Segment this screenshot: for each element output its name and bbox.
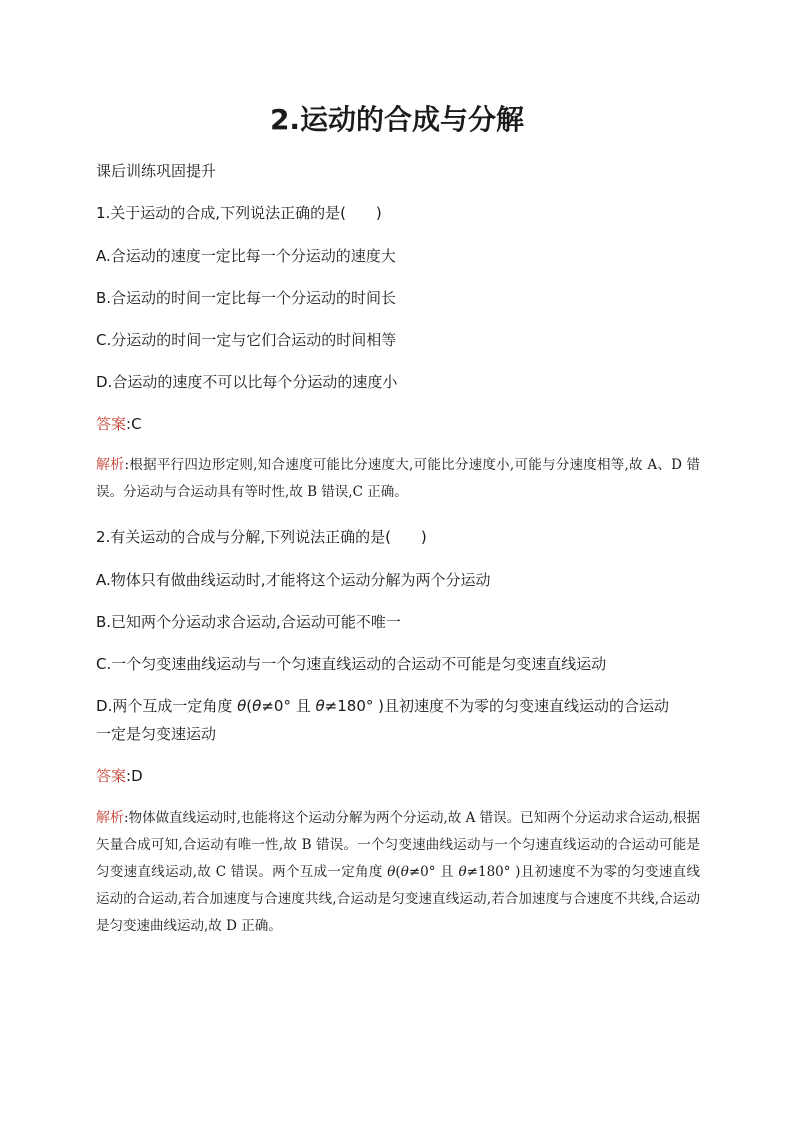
q2-option-d-continued: 一定是匀变速运动 bbox=[96, 725, 217, 743]
theta-symbol: θ bbox=[400, 864, 409, 880]
theta-symbol: θ bbox=[252, 697, 262, 715]
q2-analysis bbox=[96, 805, 700, 940]
q2-option-c: C.一个匀变速曲线运动与一个匀速直线运动的合运动不可能是匀变速直线运动 bbox=[96, 655, 607, 673]
q2-analysis-text-2: ( bbox=[395, 864, 401, 880]
q2-option-d bbox=[96, 696, 669, 716]
q2-answer-label: 答案 bbox=[96, 767, 127, 785]
q2-analysis-text-3: ≠0° 且 bbox=[408, 864, 459, 880]
q1-option-d: D.合运动的速度不可以比每个分运动的速度小 bbox=[96, 373, 398, 391]
q1-analysis-text: :根据平行四边形定则,知合速度可能比分速度大,可能比分速度小,可能与分速度相等,故 A、D 错误。分运动与合运动具有等时性,故 B 错误,C 正确。 bbox=[96, 457, 701, 500]
theta-symbol: θ bbox=[387, 864, 396, 880]
q1-option-c: C.分运动的时间一定与它们合运动的时间相等 bbox=[96, 331, 397, 349]
q2-answer bbox=[96, 766, 143, 786]
q1-stem: 1.关于运动的合成,下列说法正确的是( ) bbox=[96, 204, 382, 222]
q2-option-b: B.已知两个分运动求合运动,合运动可能不唯一 bbox=[96, 613, 401, 631]
theta-symbol: θ bbox=[237, 697, 247, 715]
section-heading: 课后训练巩固提升 bbox=[96, 162, 217, 180]
q1-option-b: B.合运动的时间一定比每一个分运动的时间长 bbox=[96, 289, 397, 307]
q1-analysis-label: 解析 bbox=[96, 457, 125, 473]
q1-option-a: A.合运动的速度一定比每一个分运动的速度大 bbox=[96, 247, 396, 265]
theta-symbol: θ bbox=[458, 864, 467, 880]
q2-analysis-text-1: :物体做直线运动时,也能将这个运动分解为两个分运动,故 A 错误。已知两个分运动求合运动,根据矢量合成可知,合运动有唯一性,故 B 错误。一个匀变速曲线运动与一个匀速直线运动的合运动可能是匀变速直线运动,故 C 错误。两个互成一定角度 bbox=[96, 810, 700, 880]
q2-option-d-text-1: D.两个互成一定角度 bbox=[96, 697, 238, 715]
q2-option-a: A.物体只有做曲线运动时,才能将这个运动分解为两个分运动 bbox=[96, 571, 491, 589]
q1-answer-label: 答案 bbox=[96, 415, 127, 433]
page-title: 2.运动的合成与分解 bbox=[269, 103, 525, 136]
q1-answer-value: :C bbox=[126, 415, 142, 433]
q2-option-d-text-4: ≠180° )且初速度不为零的匀变速直线运动的合运动 bbox=[324, 697, 669, 715]
theta-symbol: θ bbox=[315, 697, 325, 715]
q2-option-d-text-3: ≠0° 且 bbox=[261, 697, 316, 715]
q2-answer-value: :D bbox=[126, 767, 143, 785]
q2-analysis-label: 解析 bbox=[96, 810, 125, 826]
q1-analysis bbox=[96, 452, 700, 506]
q2-stem: 2.有关运动的合成与分解,下列说法正确的是( ) bbox=[96, 528, 427, 546]
q1-answer bbox=[96, 414, 142, 434]
q2-analysis-text-4: ≠180° )且初速度不为零的匀变速直线运动的合运动,若合加速度与合速度共线,合运动是匀变速直线运动,若合加速度与合速度不共线,合运动是匀变速曲线运动,故 D 正确。 bbox=[96, 864, 700, 934]
q2-option-d-text-2: ( bbox=[246, 697, 253, 715]
